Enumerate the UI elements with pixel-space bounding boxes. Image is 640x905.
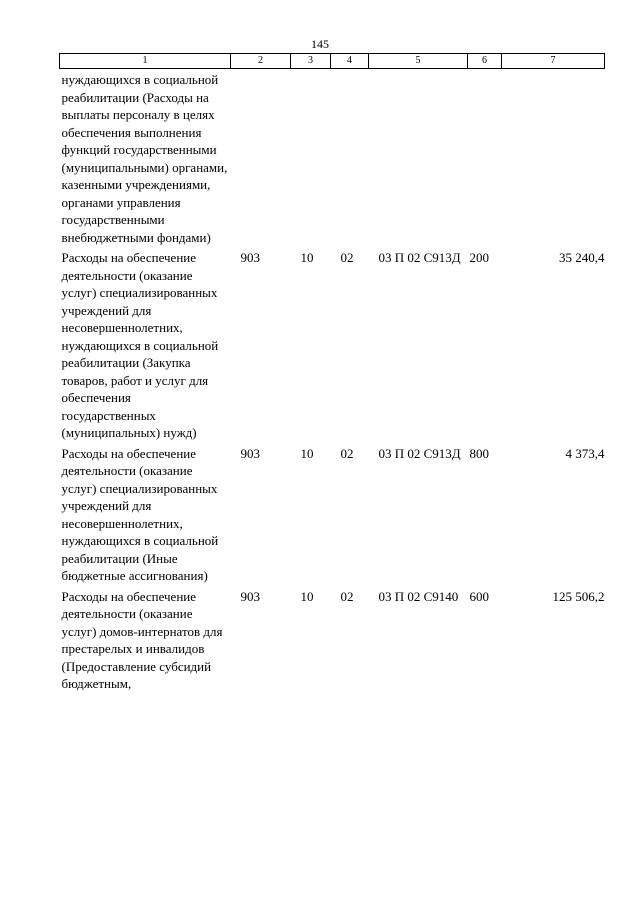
target-code: 03 П 02 С913Д: [378, 445, 461, 461]
section-code: 10: [300, 445, 314, 461]
section-code: 10: [300, 588, 314, 604]
ministry-code: [231, 69, 291, 248]
ministry-code: 903: [240, 250, 260, 265]
row-description: нуждающихся в социальной реабилитации (Расходы на выплаты персоналу в целях обеспечения выполнения функций государственными (муниципальными) органами, казенными учреждениями, органами управления государственными внебюджетными фондами): [61, 72, 228, 245]
row-description: Расходы на обеспечение деятельности (оказание услуг) специализированных учреждений для несовершеннолетних, нуждающихся в социальной реабилитации (Иные бюджетные ассигнования): [61, 445, 219, 583]
expense-type-code: 200: [469, 250, 489, 265]
target-code: [369, 69, 468, 248]
subsection-code: [331, 69, 369, 248]
amount: 35 240,4: [559, 250, 605, 265]
section-code: 10: [300, 250, 314, 265]
target-code: 03 П 02 С913Д: [378, 250, 461, 265]
column-header: 6: [468, 54, 502, 69]
column-header: 1: [60, 54, 231, 69]
amount: 4 373,4: [565, 445, 605, 461]
ministry-code: 903: [240, 588, 260, 604]
expense-type-code: 600: [469, 588, 489, 604]
table-row: [60, 586, 605, 694]
table-row: [60, 247, 605, 443]
row-description: Расходы на обеспечение деятельности (оказание услуг) специализированных учреждений для несовершеннолетних, нуждающихся в социальной реабилитации (Закупка товаров, работ и услуг для обеспечения государственных (муниципальных) нужд): [61, 250, 219, 440]
subsection-code: 02: [340, 588, 354, 604]
column-header: 2: [231, 54, 291, 69]
target-code: 03 П 02 С9140: [378, 588, 459, 604]
amount: [502, 69, 605, 248]
row-description: Расходы на обеспечение деятельности (оказание услуг) домов-интернатов для престарелых и инвалидов (Предоставление субсидий бюджетным,: [61, 588, 223, 691]
subsection-code: 02: [340, 445, 354, 461]
expense-type-code: 800: [469, 445, 489, 461]
column-header: 7: [502, 54, 605, 69]
amount: 125 506,2: [552, 588, 605, 604]
table-row: [60, 69, 605, 248]
ministry-code: 903: [240, 445, 260, 461]
column-header: 3: [291, 54, 331, 69]
column-header: 4: [331, 54, 369, 69]
column-header: 5: [369, 54, 468, 69]
budget-table: [59, 53, 605, 694]
column-numbers-header: [60, 54, 605, 69]
expense-type-code: [468, 69, 502, 248]
subsection-code: 02: [340, 250, 354, 265]
table-row: [60, 443, 605, 586]
page-number: 145: [311, 37, 329, 51]
section-code: [291, 69, 331, 248]
